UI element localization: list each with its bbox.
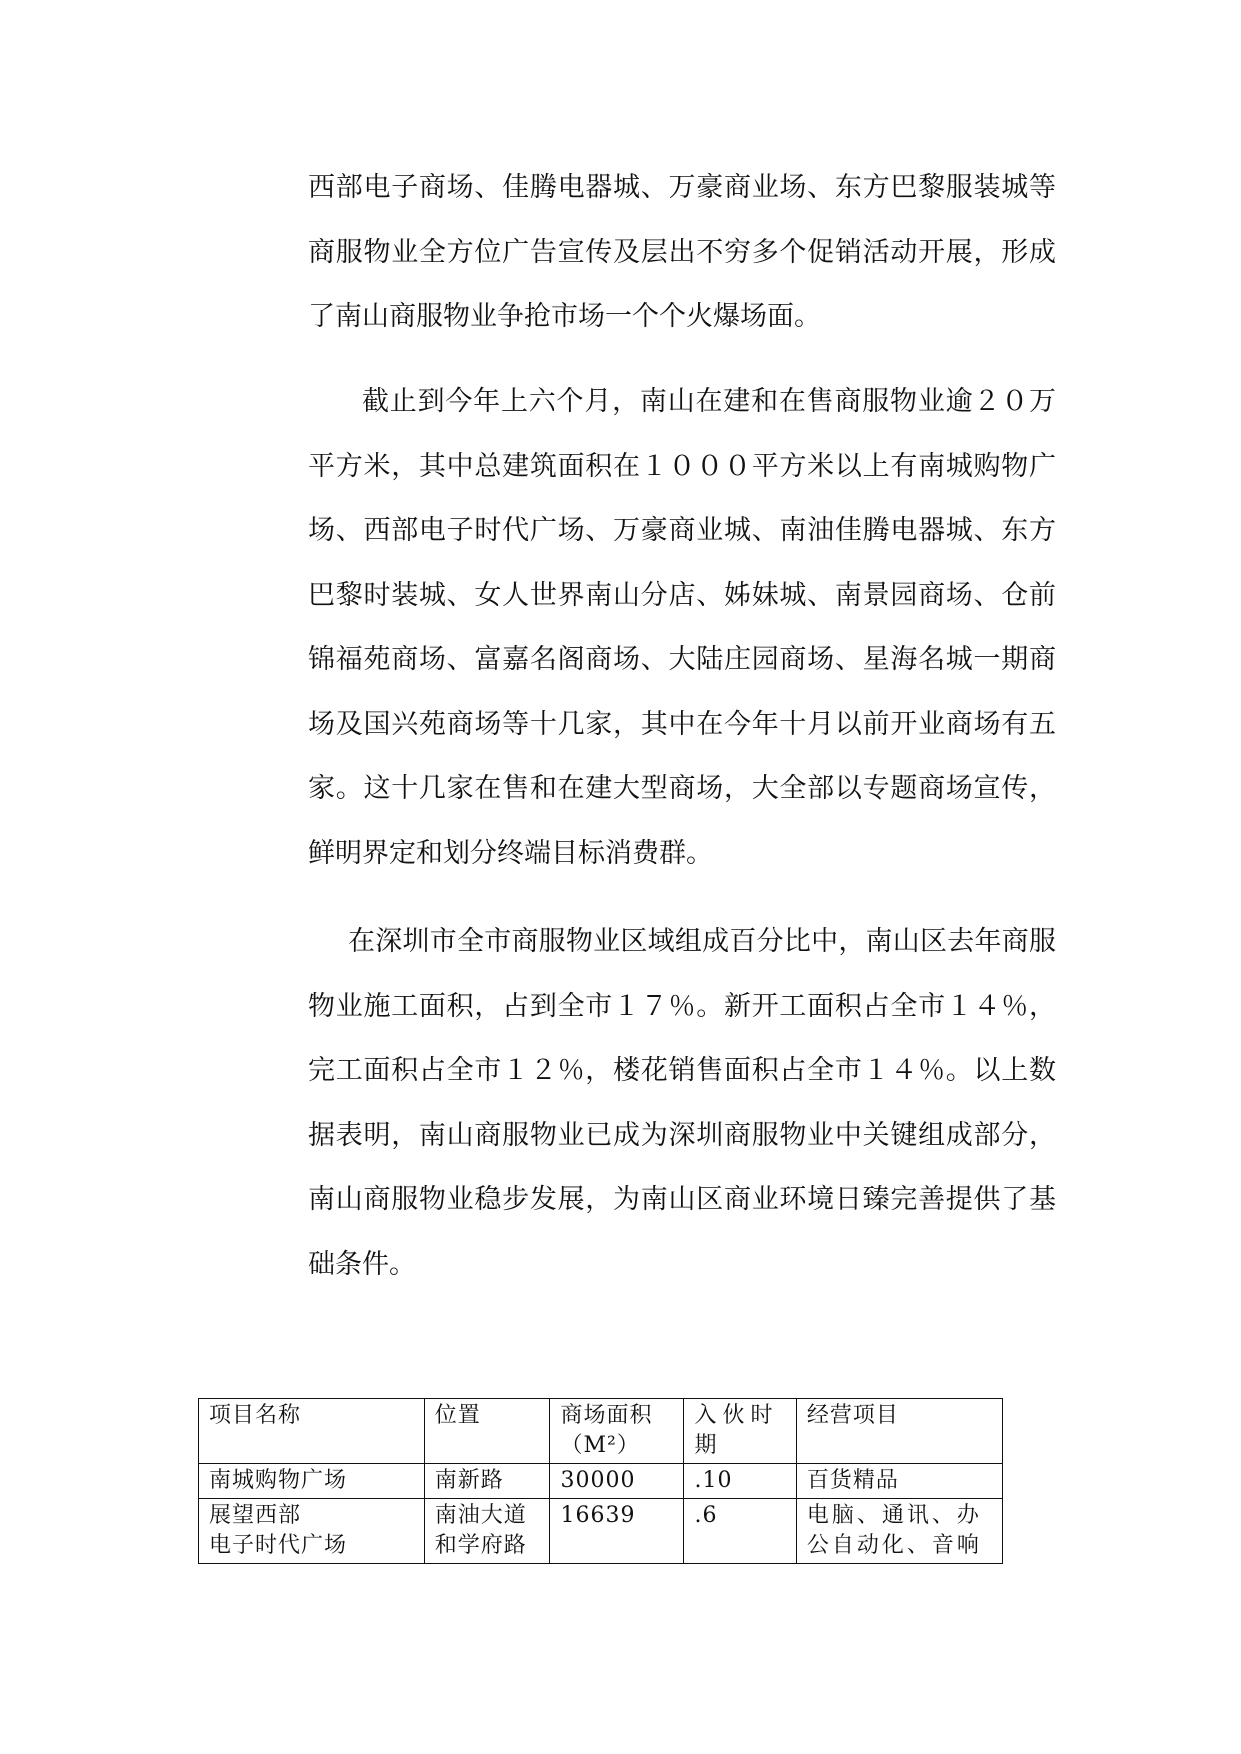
cell-move-in-date: .10 [684,1464,796,1499]
cell-name-line1: 南城购物广场 [209,1468,348,1493]
body-paragraph-1: 西部电子商场、佳腾电器城、万豪商业场、东方巴黎服装城等商服物业全方位广告宣传及层出不穷多个促销活动开展，形成了南山商服物业争抢市场一个个火爆场面。 [308,172,1056,332]
cell-location-line1: 南油大道 [434,1503,527,1528]
cell-business [796,1464,1002,1499]
cell-location-line2: 和学府路 [434,1533,527,1558]
cell-business-line2: 公自动化、音响 [806,1533,982,1558]
cell-location-line1: 南新路 [434,1468,504,1493]
body-paragraph-2: 截止到今年上六个月，南山在建和在售商服物业逾２０万平方米，其中总建筑面积在１０００平方米以上有南城购物广场、西部电子时代广场、万豪商业城、南油佳腾电器城、东方巴黎时装城、女人世界南山分店、姊妹城、南景园商场、仓前锦福苑商场、富嘉名阁商场、大陆庄园商场、星海名城一期商场及国兴苑商场等十几家，其中在今年十月以前开业商场有五家。这十几家在售和在建大型商场，大全部以专题商场宣传，鲜明界定和划分终端目标消费群。 [308,386,1056,869]
header-area-line1: 商场面积 [560,1403,653,1428]
header-move-in-date [684,1399,796,1464]
commercial-projects-table [198,1398,1003,1564]
header-project-name: 项目名称 [199,1399,425,1464]
table-header-row [199,1399,1003,1464]
cell-project-name [199,1464,425,1499]
cell-location [424,1464,550,1499]
table-row [199,1464,1003,1499]
cell-name-line1: 展望西部 [209,1503,302,1528]
cell-area: 16639 [550,1499,684,1564]
table-row [199,1499,1003,1564]
cell-business-line1: 电脑、通讯、办 [806,1503,982,1528]
header-business: 经营项目 [796,1399,1002,1464]
cell-name-line2: 电子时代广场 [209,1533,348,1558]
header-area [550,1399,684,1464]
cell-area: 30000 [550,1464,684,1499]
cell-move-in-date: .6 [684,1499,796,1564]
cell-business-line1: 百货精品 [806,1468,899,1493]
body-paragraph-3: 在深圳市全市商服物业区域组成百分比中，南山区去年商服物业施工面积，占到全市１７％。新开工面积占全市１４％，完工面积占全市１２％，楼花销售面积占全市１４％。以上数据表明，南山商服物业已成为深圳商服物业中关键组成部分，南山商服物业稳步发展，为南山区商业环境日臻完善提供了基础条件。 [308,926,1056,1280]
header-date-line1: 入伙时 [694,1403,779,1428]
cell-business [796,1499,1002,1564]
cell-project-name [199,1499,425,1564]
header-area-line2: （M²） [560,1433,640,1458]
header-location: 位置 [424,1399,550,1464]
header-date-line2: 期 [694,1433,718,1458]
cell-location [424,1499,550,1564]
